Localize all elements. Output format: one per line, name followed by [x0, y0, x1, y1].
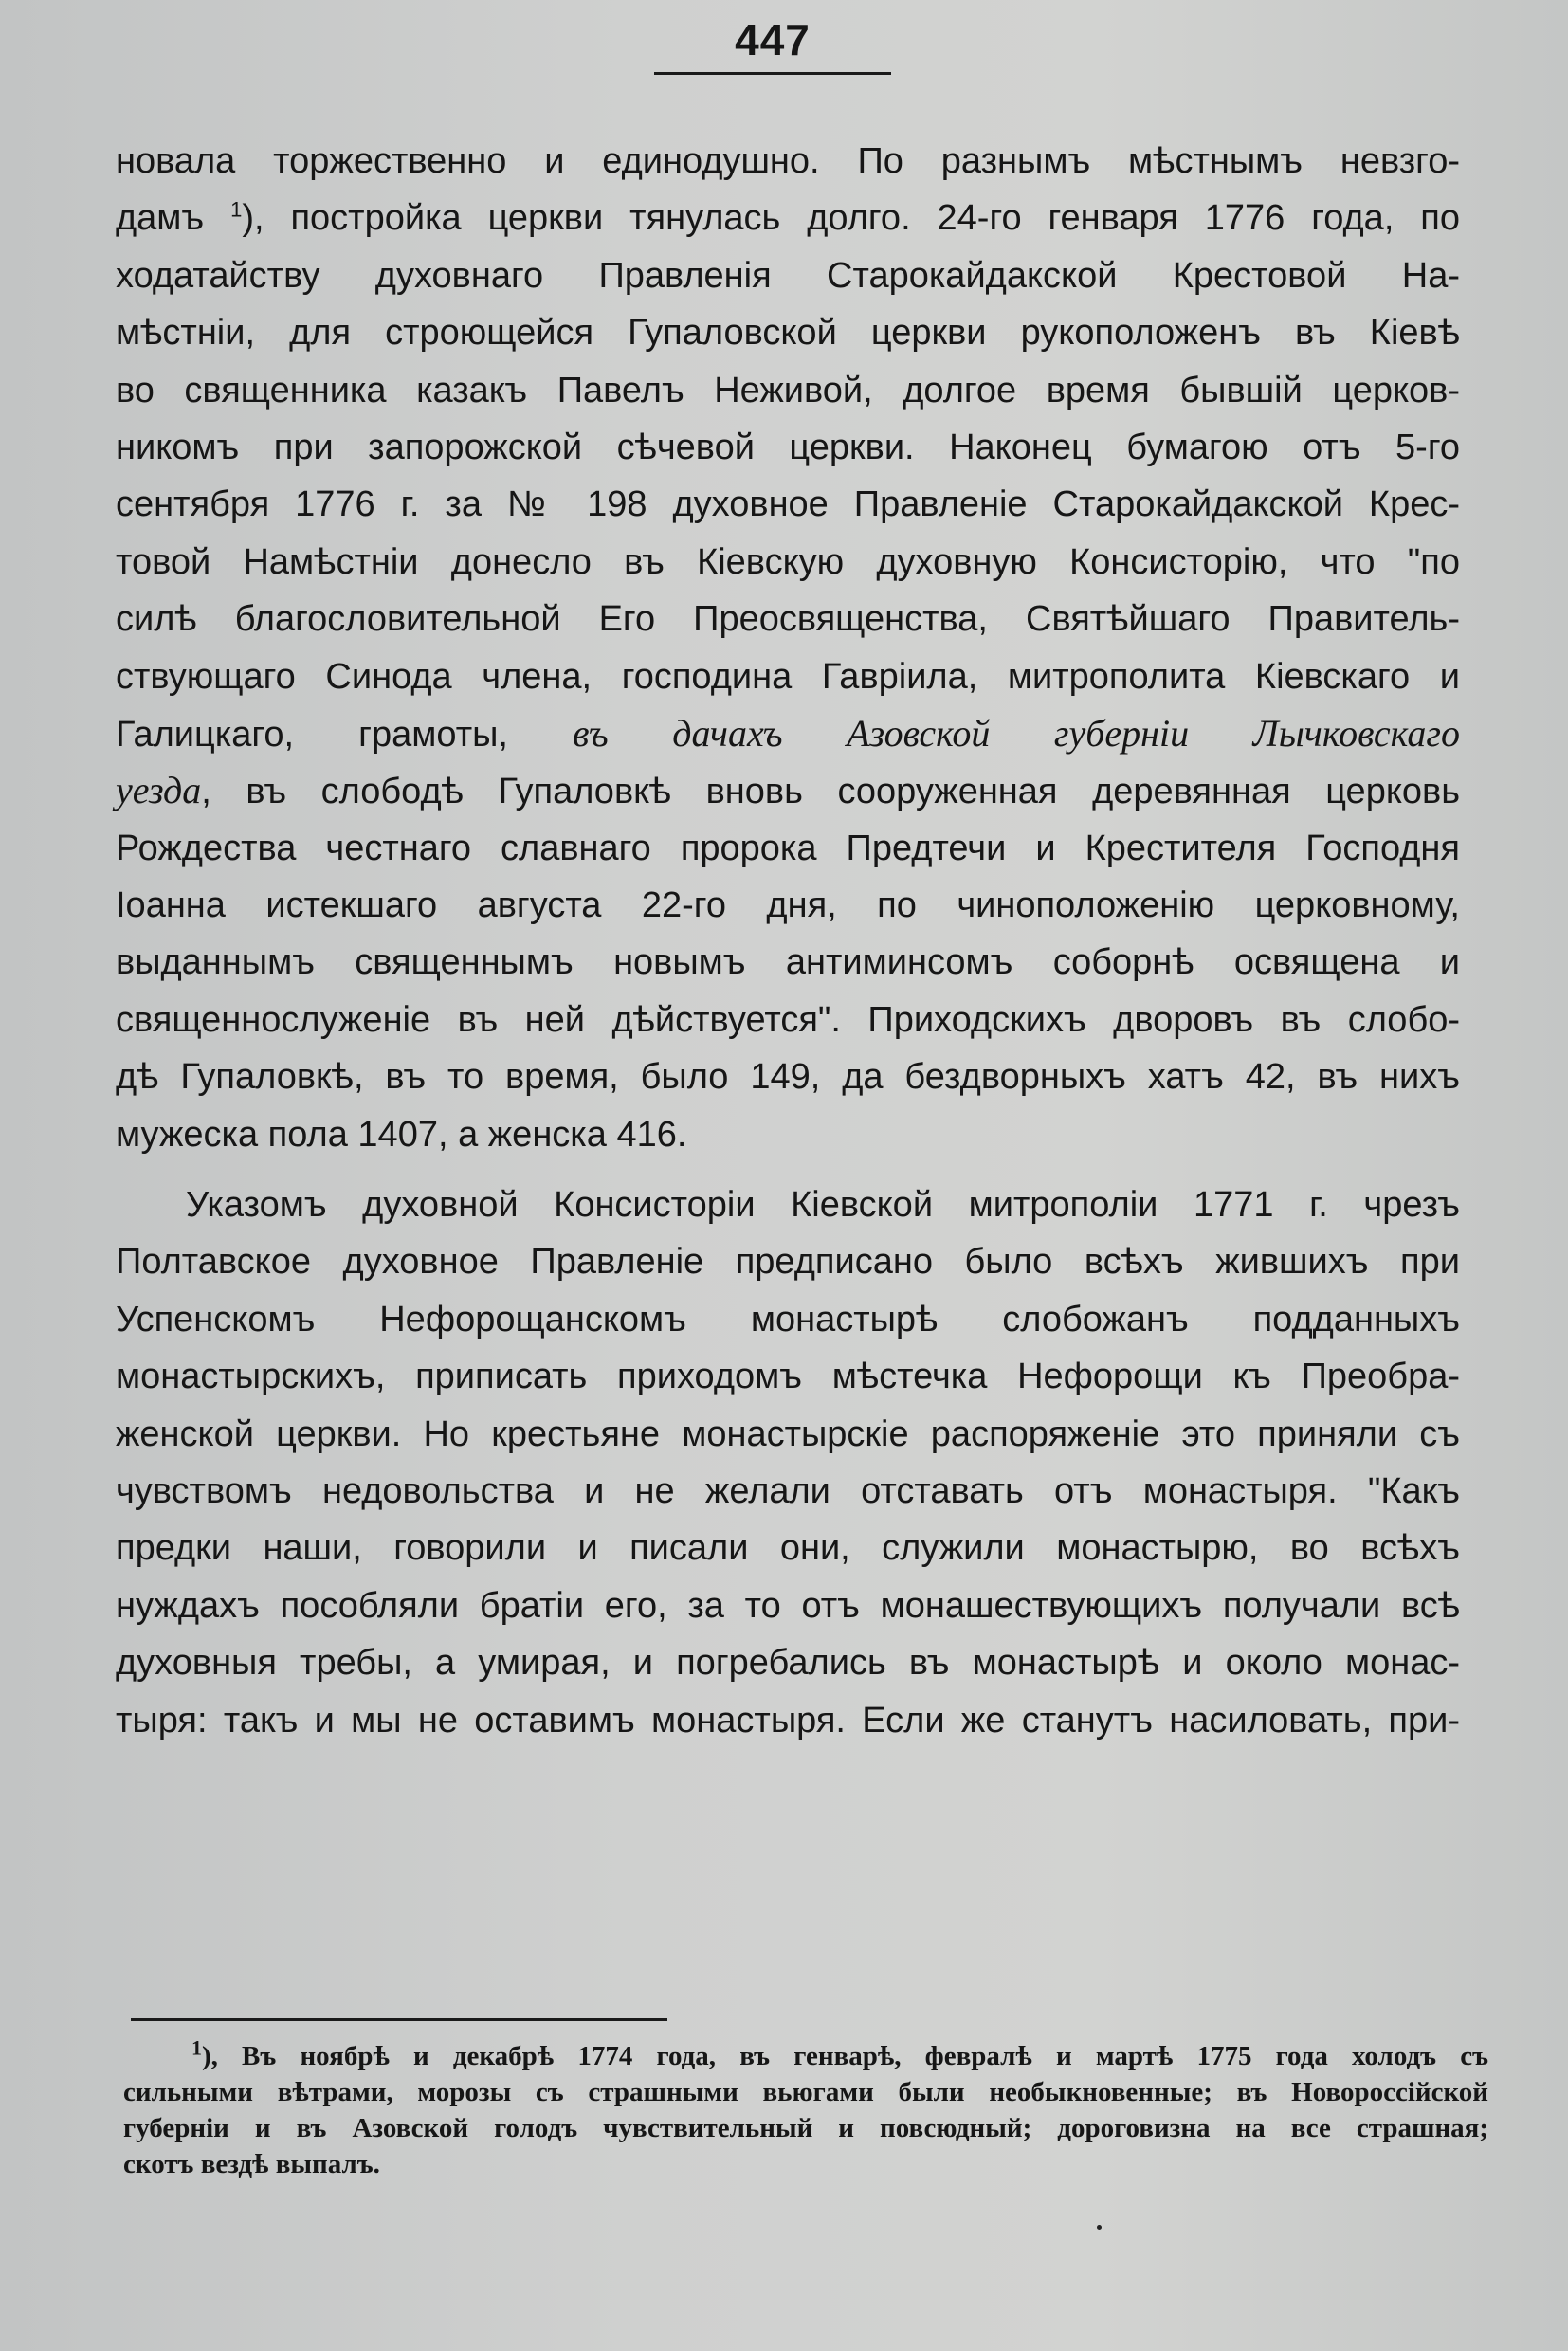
text-line [116, 1106, 1460, 1163]
line-text: ствующаго Синода члена, господина Гавріила, митрополита Кіевскаго и [116, 656, 1460, 697]
text-line [116, 304, 1460, 361]
header-rule [654, 72, 891, 75]
text-line [116, 133, 1460, 190]
line-text: Полтавское духовное Правленіе предписано было всѣхъ жившихъ при [116, 1242, 1460, 1283]
line-text: ), постройка церкви тянулась долго. 24-го генваря 1776 года, по [242, 198, 1460, 239]
line-text: монастырскихъ, приписать приходомъ мѣстечка Нефорощи къ Преобра- [116, 1357, 1460, 1397]
page-header [654, 11, 891, 75]
line-text: чувствомъ недовольства и не желали отставать отъ монастыря. "Какъ [116, 1470, 1460, 1511]
line-text: духовныя требы, а умирая, и погребались въ монастырѣ и около монас- [116, 1643, 1460, 1684]
line-text: Рождества честнаго славнаго пророка Предтечи и Крестителя Господня [116, 828, 1460, 868]
text-line [116, 1463, 1460, 1520]
line-text: , въ слободѣ Гупаловкѣ вновь сооруженная деревянная церковь [201, 772, 1460, 812]
text-line [116, 190, 1460, 246]
text-line [116, 1233, 1460, 1290]
body-text [116, 133, 1460, 1749]
text-line [116, 1520, 1460, 1576]
footnote-line: скотъ вездѣ выпалъ. [123, 2149, 380, 2179]
text-line [116, 1348, 1460, 1405]
footnote [123, 2035, 1488, 2182]
line-text: Галицкаго, грамоты, [116, 714, 574, 755]
footnote-line [123, 2035, 1488, 2074]
line-text: предки наши, говорили и писали они, служили монастырю, во всѣхъ [116, 1528, 1460, 1569]
page-number: 447 [735, 15, 811, 64]
line-text: мужеска пола 1407, а женска 416. [116, 1114, 687, 1155]
line-text: товой Намѣстніи донесло въ Кіевскую духовную Консисторію, что "по [116, 541, 1460, 582]
text-line [116, 877, 1460, 934]
text-line [116, 1291, 1460, 1348]
text-line [116, 1577, 1460, 1634]
text-line [116, 419, 1460, 476]
text-line [116, 362, 1460, 419]
text-line [116, 705, 1460, 762]
line-text: никомъ при запорожской сѣчевой церкви. Наконец бумагою отъ 5-го [116, 427, 1460, 467]
line-text: тыря: такъ и мы не оставимъ монастыря. Если же станутъ насиловать, при- [116, 1700, 1460, 1740]
text-line [116, 934, 1460, 991]
text-line [116, 648, 1460, 705]
footnote-ref: 1 [230, 197, 243, 222]
line-text: сентября 1776 г. за № 198 духовное Правленіе Старокайдакской Крес- [116, 484, 1460, 525]
text-line [116, 762, 1460, 819]
text-line [116, 1692, 1460, 1749]
line-text: дѣ Гупаловкѣ, въ то время, было 149, да бездворныхъ хатъ 42, въ нихъ [116, 1057, 1460, 1098]
line-text: нуждахъ пособляли братіи его, за то отъ монашествующихъ получали всѣ [116, 1585, 1460, 1626]
line-text: во священника казакъ Павелъ Неживой, долгое время бывшій церков- [116, 370, 1460, 410]
text-line [116, 1048, 1460, 1105]
text-line [116, 1634, 1460, 1691]
footnote-line: сильными вѣтрами, морозы съ страшными вьюгами были необыкновенные; въ Новороссійской [123, 2077, 1488, 2107]
text-line [116, 1406, 1460, 1463]
italic-text: уезда [116, 769, 202, 812]
line-text: Указомъ духовной Консисторіи Кіевской митрополіи 1771 г. чрезъ [186, 1185, 1460, 1226]
text-line [116, 476, 1460, 533]
footnote-text: ), Въ ноябрѣ и декабрѣ 1774 года, въ генварѣ, февралѣ и мартѣ 1775 года холодъ съ [202, 2041, 1488, 2071]
text-line [116, 1176, 1460, 1233]
italic-text: въ дачахъ Азовской губерніи Лычковскаго [573, 711, 1460, 755]
line-text: новала торжественно и единодушно. По разнымъ мѣстнымъ невзго- [116, 141, 1460, 181]
line-text: Успенскомъ Нефорощанскомъ монастырѣ слобожанъ подданныхъ [116, 1299, 1460, 1340]
print-speck [1097, 2225, 1102, 2230]
text-line [116, 247, 1460, 304]
line-text: священнослуженіе въ ней дѣйствуется". Приходскихъ дворовъ въ слобо- [116, 999, 1460, 1040]
footnote-rule [131, 2018, 667, 2021]
line-text: силѣ благословительной Его Преосвященства, Святѣйшаго Правитель- [116, 599, 1460, 640]
line-text: выданнымъ священнымъ новымъ антиминсомъ соборнѣ освящена и [116, 942, 1460, 983]
line-text: мѣстніи, для строющейся Гупаловской церкви рукоположенъ въ Кіевѣ [116, 313, 1460, 354]
footnote-marker: 1 [191, 2035, 202, 2060]
footnote-line: губерніи и въ Азовской голодъ чувствительный и повсюдный; дороговизна на все страшная; [123, 2113, 1488, 2143]
text-line [116, 591, 1460, 647]
line-text: дамъ [116, 198, 231, 239]
line-text: ходатайству духовнаго Правленія Старокайдакской Крестовой На- [116, 255, 1460, 296]
line-text: Іоанна истекшаго августа 22-го дня, по чиноположенію церковному, [116, 885, 1460, 926]
text-line [116, 534, 1460, 591]
text-line [116, 820, 1460, 877]
text-line [116, 992, 1460, 1048]
line-text: женской церкви. Но крестьяне монастырскіе распоряженіе это приняли съ [116, 1413, 1460, 1454]
